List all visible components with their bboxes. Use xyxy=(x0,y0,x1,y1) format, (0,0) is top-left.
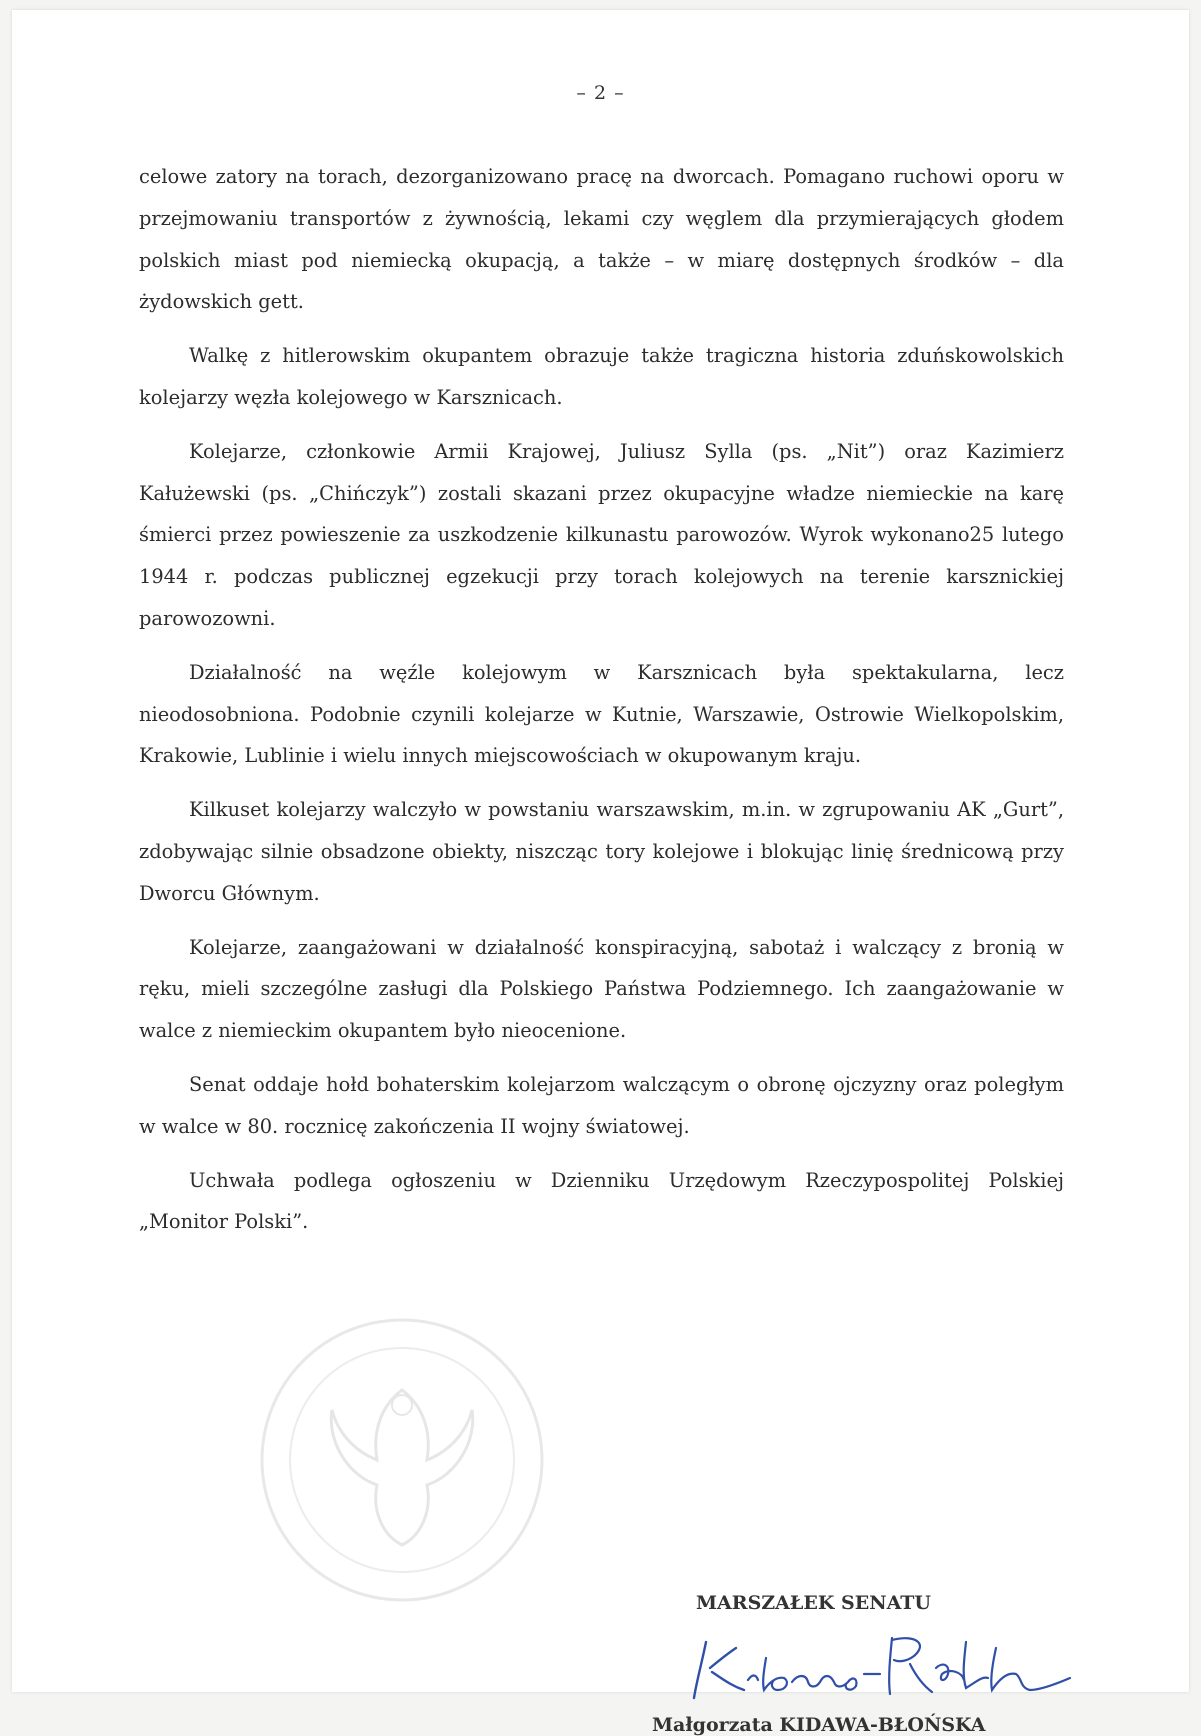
paragraph-3: Kolejarze, członkowie Armii Krajowej, Juliusz Sylla (ps. „Nit”) oraz Kazimierz Kałużewski (ps. „Chińczyk”) zostali skazani przez okupacyjne władze niemieckie na karę śmierci przez powieszenie za uszkodzenie kilkunastu parowozów. Wyrok wykonano25 lutego 1944 r. podczas publicznej egzekucji przy torach kolejowych na terenie karsznickiej parowozowni. xyxy=(139,439,1064,630)
paragraph-8: Uchwała podlega ogłoszeniu w Dzienniku Urzędowym Rzeczypospolitej Polskiej „Monitor Polski”. xyxy=(139,1168,1064,1234)
embossed-seal-icon xyxy=(252,1310,552,1610)
page-number: – 2 – xyxy=(576,82,625,104)
paragraph-1: celowe zatory na torach, dezorganizowano pracę na dworcach. Pomagano ruchowi oporu w przejmowaniu transportów z żywnością, lekami czy węglem dla przymierających głodem polskich miast pod niemiecką okupacją, a także – w miarę dostępnych środków – dla żydowskich gett. xyxy=(139,165,1064,314)
paragraph-5: Kilkuset kolejarzy walczyło w powstaniu warszawskim, m.in. w zgrupowaniu AK „Gurt”, zdobywając silnie obsadzone obiekty, niszcząc tory kolejowe i blokując linię średnicową przy Dworcu Głównym. xyxy=(139,798,1064,905)
document-body xyxy=(139,156,1064,1255)
signature-title: MARSZAŁEK SENATU xyxy=(696,1592,931,1614)
signatory-name: Małgorzata KIDAWA-BŁOŃSKA xyxy=(652,1714,986,1736)
paragraph-6: Kolejarze, zaangażowani w działalność konspiracyjną, sabotaż i walczący z bronią w ręku, mieli szczególne zasługi dla Polskiego Państwa Podziemnego. Ich zaangażowanie w walce z niemieckim okupantem było nieocenione. xyxy=(139,935,1064,1043)
paragraph-2: Walkę z hitlerowskim okupantem obrazuje także tragiczna historia zduńskowolskich kolejarzy węzła kolejowego w Karsznicach. xyxy=(139,344,1064,409)
paragraph-7: Senat oddaje hołd bohaterskim kolejarzom walczącym o obronę ojczyzny oraz poległym w walce w 80. rocznicę zakończenia II wojny światowej. xyxy=(139,1072,1064,1138)
handwritten-signature xyxy=(666,1628,1076,1706)
paragraph-4: Działalność na węźle kolejowym w Karsznicach była spektakularna, lecz nieodosobniona. Podobnie czynili kolejarze w Kutnie, Warszawie, Ostrowie Wielkopolskim, Krakowie, Lublinie i wielu innych miejscowościach w okupowanym kraju. xyxy=(139,660,1064,768)
document-page xyxy=(12,10,1189,1736)
